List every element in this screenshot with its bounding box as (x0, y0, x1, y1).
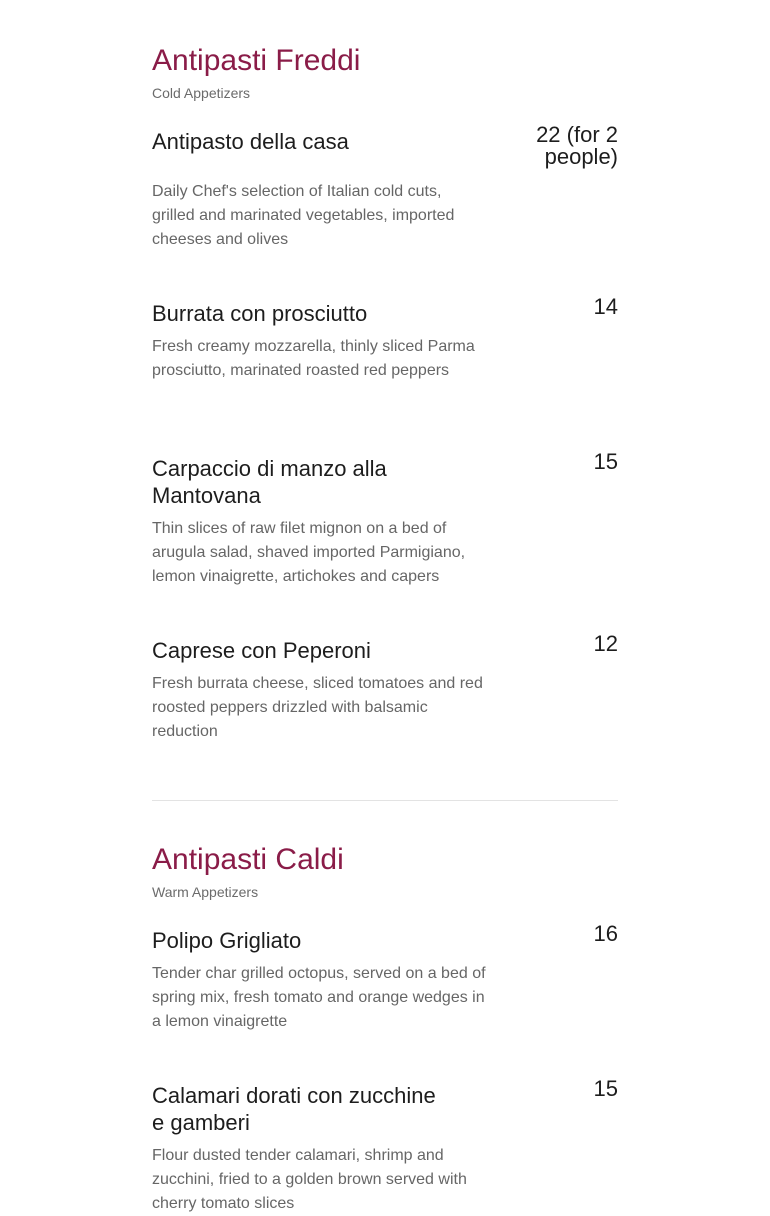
section-subtitle: Warm Appetizers (152, 884, 259, 900)
menu-item-name: Antipasto della casa (152, 129, 349, 154)
menu-item-price: 15 (593, 1076, 618, 1101)
menu-item-description: Fresh burrata cheese, sliced tomatoes and red roosted peppers drizzled with balsamic reduction (152, 675, 483, 740)
menu-item-name: Caprese con Peperoni (152, 638, 371, 663)
menu-item-price: 22 (for 2 people) (536, 122, 618, 169)
menu-item-price: 14 (593, 294, 618, 319)
section-divider (152, 800, 618, 801)
menu-item-price: 15 (593, 449, 618, 474)
menu-item-name: Calamari dorati con zucchine e gamberi (152, 1083, 436, 1135)
section-title: Antipasti Caldi (152, 843, 344, 876)
section-subtitle: Cold Appetizers (152, 85, 251, 101)
menu-item-price: 16 (593, 921, 618, 946)
menu-item-price: 12 (593, 631, 618, 656)
menu-item-description: Thin slices of raw filet mignon on a bed of arugula salad, shaved imported Parmigiano, lemon vinaigrette, artichokes and capers (152, 520, 466, 585)
menu-item-description: Flour dusted tender calamari, shrimp and zucchini, fried to a golden brown served with cherry tomato slices (152, 1147, 467, 1212)
section-title: Antipasti Freddi (152, 44, 361, 77)
menu-item-description: Tender char grilled octopus, served on a bed of spring mix, fresh tomato and orange wedges in a lemon vinaigrette (152, 965, 486, 1030)
menu-item-name: Burrata con prosciutto (152, 301, 368, 326)
menu-item-description: Daily Chef's selection of Italian cold cuts, grilled and marinated vegetables, imported cheeses and olives (152, 183, 455, 248)
menu-item-name: Carpaccio di manzo alla Mantovana (152, 456, 387, 508)
menu-item-description: Fresh creamy mozzarella, thinly sliced Parma prosciutto, marinated roasted red peppers (152, 338, 475, 379)
menu-item-name: Polipo Grigliato (152, 928, 302, 953)
